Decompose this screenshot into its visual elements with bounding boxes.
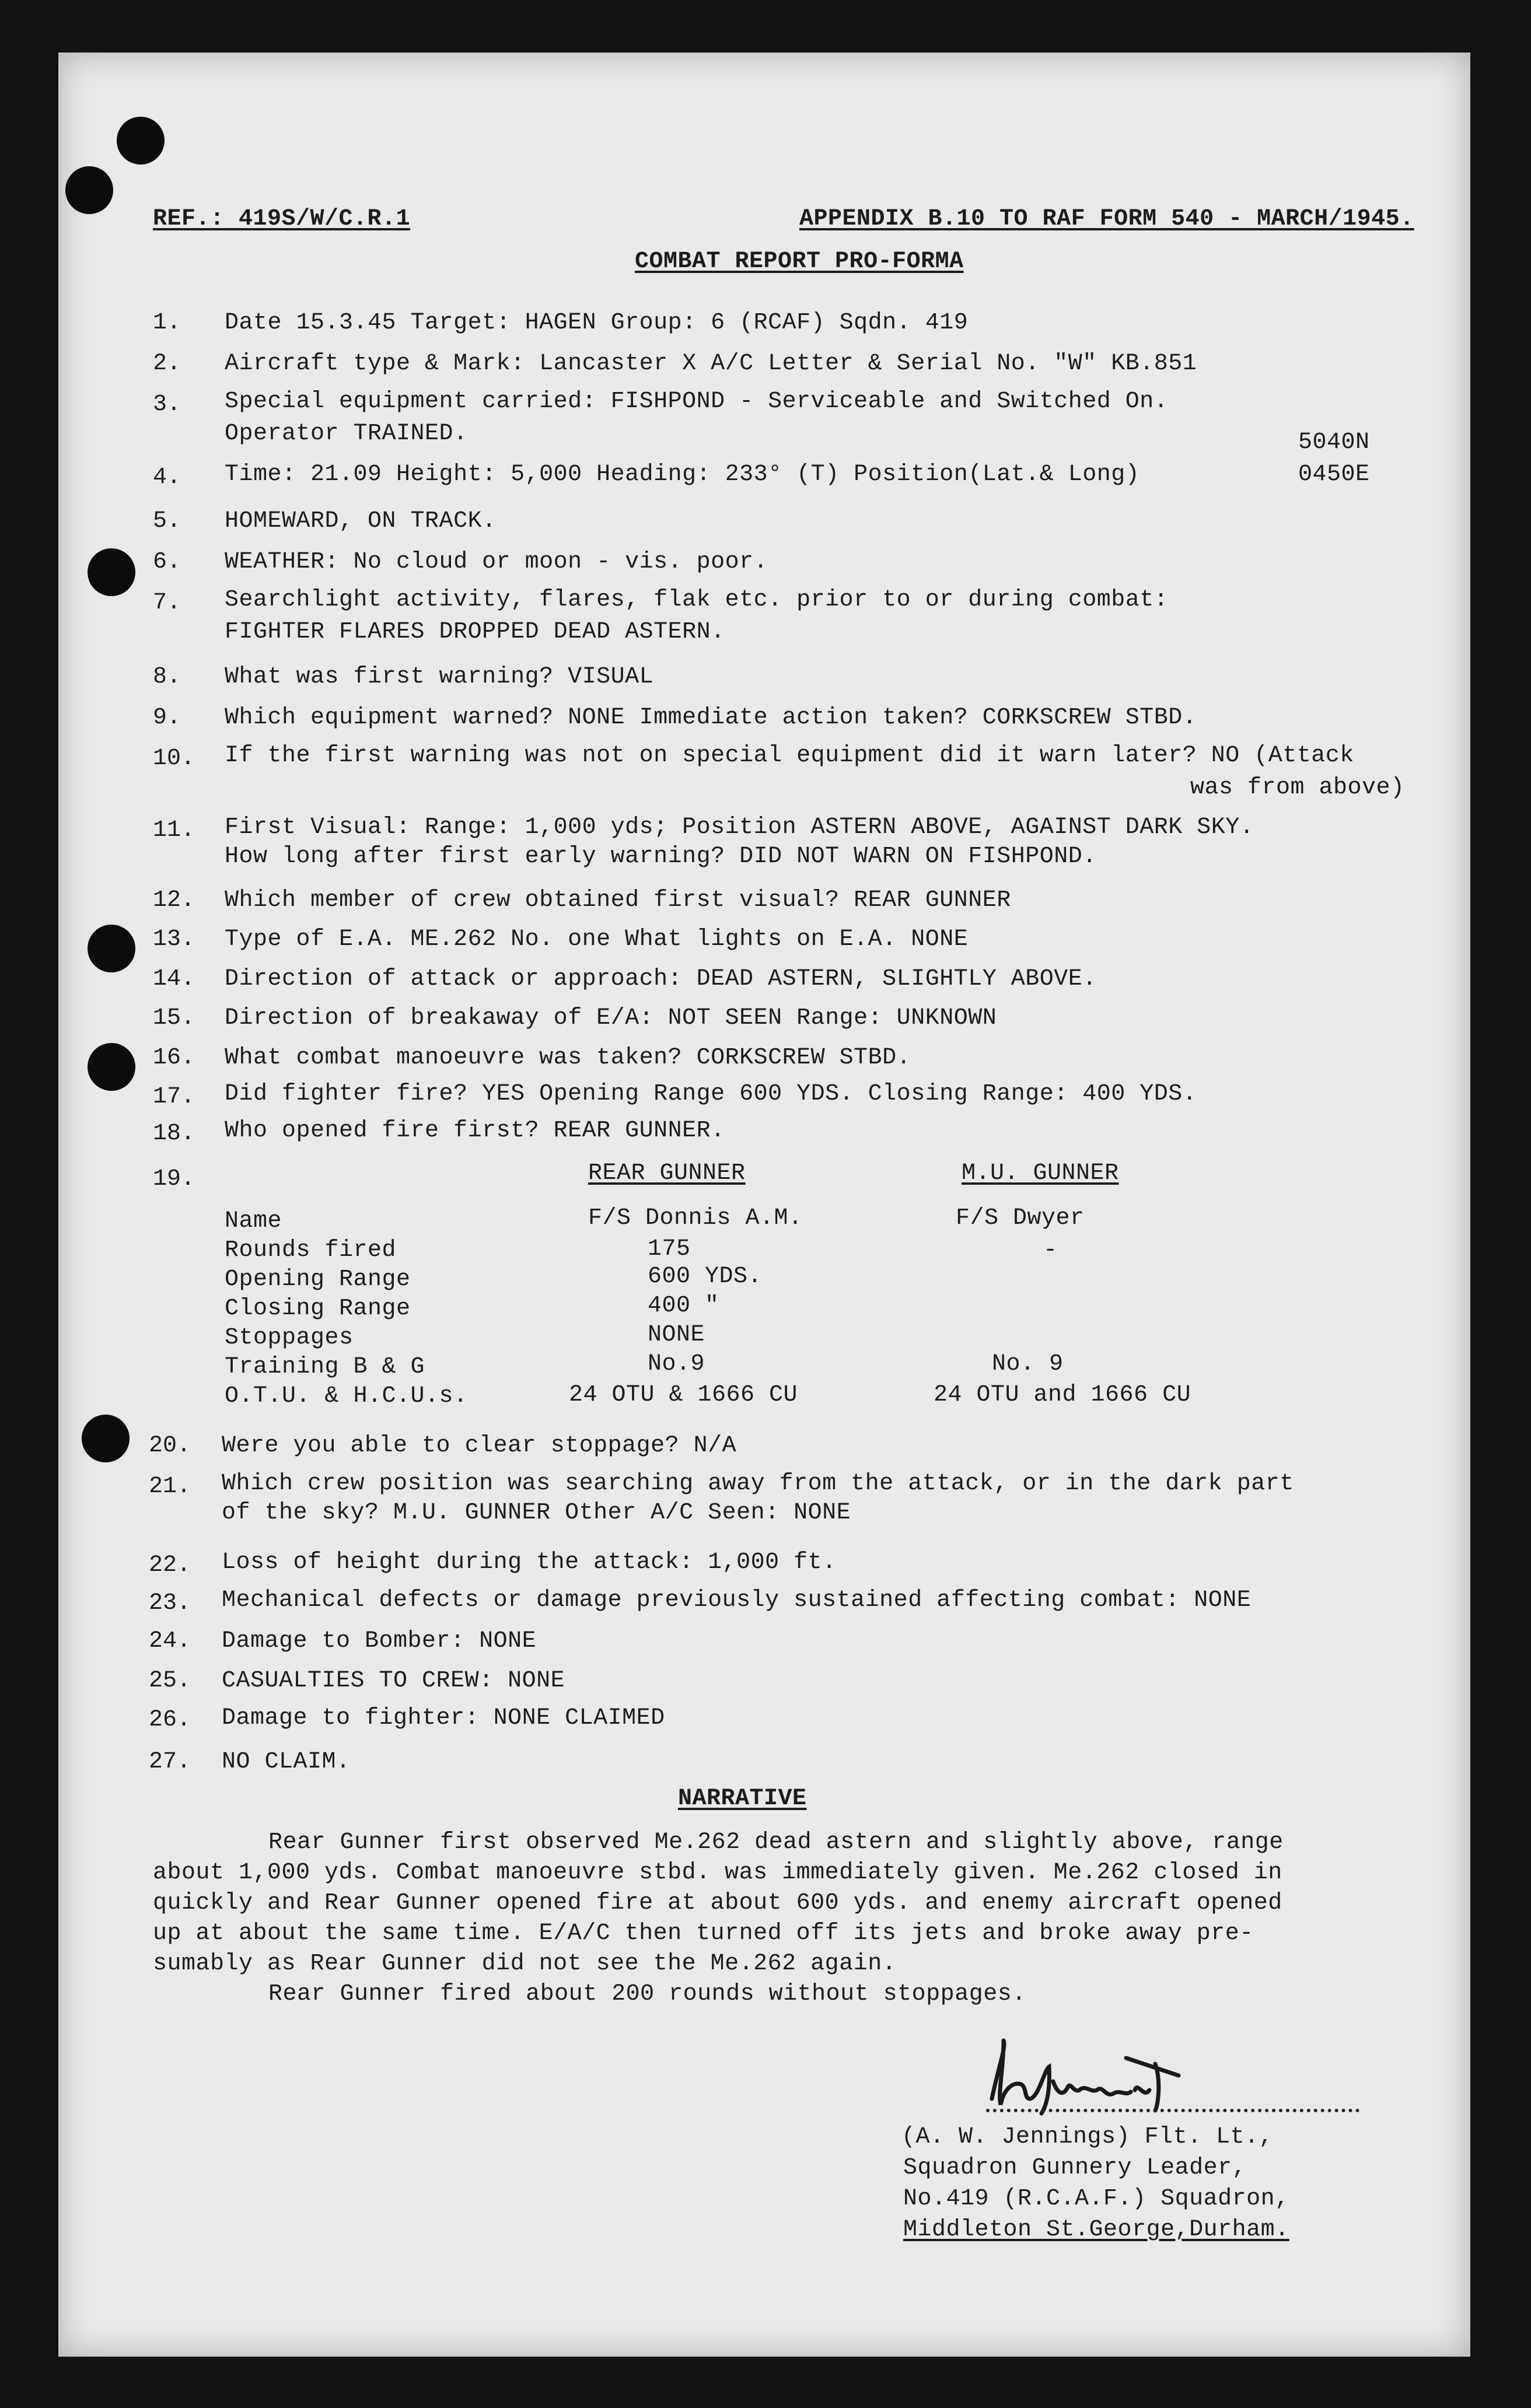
item-number: 26. xyxy=(149,1707,191,1733)
item-number: 21. xyxy=(149,1474,191,1500)
item-number: 6. xyxy=(153,549,181,575)
rear-gunner-column-header: REAR GUNNER xyxy=(588,1160,746,1186)
signature-line xyxy=(986,2109,1359,2112)
item-number: 14. xyxy=(153,966,195,992)
item-number: 19. xyxy=(153,1166,195,1192)
item-number: 4. xyxy=(153,464,181,491)
table-cell-rear: 24 OTU & 1666 CU xyxy=(569,1382,798,1408)
item-10-text: If the first warning was not on special equipment did it warn later? NO (Attack xyxy=(225,743,1354,769)
item-5-text: HOMEWARD, ON TRACK. xyxy=(225,508,497,534)
table-row-label: Closing Range xyxy=(225,1296,411,1322)
punch-hole xyxy=(65,166,113,214)
narrative-line: up at about the same time. E/A/C then turned off its jets and broke away pre- xyxy=(153,1920,1254,1947)
item-7-text: Searchlight activity, flares, flak etc. prior to or during combat: xyxy=(225,587,1169,613)
item-number: 16. xyxy=(153,1045,195,1071)
item-14-text: Direction of attack or approach: DEAD ASTERN, SLIGHTLY ABOVE. xyxy=(225,966,1097,992)
item-13-text: Type of E.A. ME.262 No. one What lights on E.A. NONE xyxy=(225,926,969,953)
narrative-line: Rear Gunner fired about 200 rounds without stoppages. xyxy=(268,1981,1026,2007)
item-number: 12. xyxy=(153,887,195,914)
item-26-text: Damage to fighter: NONE CLAIMED xyxy=(222,1705,665,1731)
item-8-text: What was first warning? VISUAL xyxy=(225,664,654,690)
item-number: 3. xyxy=(153,391,181,418)
table-cell-mu: No. 9 xyxy=(992,1351,1064,1377)
item-number: 25. xyxy=(149,1668,191,1694)
table-cell-mu: F/S Dwyer xyxy=(956,1205,1085,1231)
item-number: 8. xyxy=(153,664,181,690)
table-cell-rear: 175 xyxy=(648,1236,691,1262)
item-3-text-line2: Operator TRAINED. xyxy=(225,421,468,447)
table-row-label: O.T.U. & H.C.U.s. xyxy=(225,1383,468,1409)
punch-hole xyxy=(117,117,165,164)
item-25-text: CASUALTIES TO CREW: NONE xyxy=(222,1668,565,1694)
item-6-text: WEATHER: No cloud or moon - vis. poor. xyxy=(225,549,768,575)
item-18-text: Who opened fire first? REAR GUNNER. xyxy=(225,1118,725,1144)
table-row-label: Opening Range xyxy=(225,1266,411,1293)
appendix-reference: APPENDIX B.10 TO RAF FORM 540 - MARCH/1945. xyxy=(799,206,1414,232)
item-number: 18. xyxy=(153,1121,195,1147)
item-11-text: First Visual: Range: 1,000 yds; Position ASTERN ABOVE, AGAINST DARK SKY. xyxy=(225,814,1254,841)
item-number: 27. xyxy=(149,1749,191,1775)
punch-hole xyxy=(88,548,135,596)
item-number: 22. xyxy=(149,1552,191,1578)
item-17-text: Did fighter fire? YES Opening Range 600 YDS. Closing Range: 400 YDS. xyxy=(225,1081,1197,1107)
item-7-text-line2: FIGHTER FLARES DROPPED DEAD ASTERN. xyxy=(225,619,725,645)
table-cell-rear: 400 " xyxy=(648,1293,719,1319)
handwritten-signature xyxy=(980,2035,1225,2116)
narrative-line: quickly and Rear Gunner opened fire at about 600 yds. and enemy aircraft opened xyxy=(153,1890,1282,1916)
item-16-text: What combat manoeuvre was taken? CORKSCREW STBD. xyxy=(225,1045,911,1071)
table-cell-rear: 600 YDS. xyxy=(648,1264,763,1290)
item-12-text: Which member of crew obtained first visual? REAR GUNNER xyxy=(225,887,1011,914)
item-1-text: Date 15.3.45 Target: HAGEN Group: 6 (RCAF) Sqdn. 419 xyxy=(225,310,969,336)
item-number: 5. xyxy=(153,508,181,534)
item-22-text: Loss of height during the attack: 1,000 ft. xyxy=(222,1549,837,1576)
mu-gunner-column-header: M.U. GUNNER xyxy=(962,1160,1119,1186)
narrative-heading: NARRATIVE xyxy=(678,1786,807,1812)
item-11-text-line2: How long after first early warning? DID NOT WARN ON FISHPOND. xyxy=(225,844,1097,870)
table-cell-rear: No.9 xyxy=(648,1351,705,1377)
position-longitude: 0450E xyxy=(1298,461,1370,488)
signatory-title: Squadron Gunnery Leader, xyxy=(903,2155,1247,2181)
table-row-label: Name xyxy=(225,1208,282,1234)
item-number: 10. xyxy=(153,746,195,772)
table-row-label: Stoppages xyxy=(225,1325,354,1351)
table-cell-mu: - xyxy=(1043,1237,1058,1264)
item-20-text: Were you able to clear stoppage? N/A xyxy=(222,1433,737,1459)
item-15-text: Direction of breakaway of E/A: NOT SEEN Range: UNKNOWN xyxy=(225,1005,997,1031)
item-number: 9. xyxy=(153,705,181,731)
item-number: 20. xyxy=(149,1433,191,1459)
table-cell-mu: 24 OTU and 1666 CU xyxy=(934,1382,1191,1408)
signatory-location: Middleton St.George,Durham. xyxy=(903,2217,1289,2243)
signatory-name: (A. W. Jennings) Flt. Lt., xyxy=(901,2124,1274,2150)
item-21-text-line2: of the sky? M.U. GUNNER Other A/C Seen: NONE xyxy=(222,1500,851,1526)
item-number: 7. xyxy=(153,590,181,616)
reference-number: REF.: 419S/W/C.R.1 xyxy=(153,206,411,232)
item-number: 23. xyxy=(149,1590,191,1616)
position-latitude: 5040N xyxy=(1298,429,1370,456)
item-number: 17. xyxy=(153,1084,195,1110)
page-title: COMBAT REPORT PRO-FORMA xyxy=(635,249,964,275)
punch-hole xyxy=(82,1415,130,1462)
item-27-text: NO CLAIM. xyxy=(222,1749,351,1775)
item-number: 11. xyxy=(153,817,195,844)
table-row-label: Rounds fired xyxy=(225,1237,397,1264)
item-2-text: Aircraft type & Mark: Lancaster X A/C Letter & Serial No. "W" KB.851 xyxy=(225,351,1197,377)
signatory-unit: No.419 (R.C.A.F.) Squadron, xyxy=(903,2186,1289,2212)
item-number: 1. xyxy=(153,310,181,336)
item-9-text: Which equipment warned? NONE Immediate action taken? CORKSCREW STBD. xyxy=(225,705,1197,731)
narrative-line: about 1,000 yds. Combat manoeuvre stbd. was immediately given. Me.262 closed in xyxy=(153,1860,1282,1886)
narrative-line: Rear Gunner first observed Me.262 dead astern and slightly above, range xyxy=(268,1829,1284,1856)
item-number: 24. xyxy=(149,1628,191,1654)
item-4-text: Time: 21.09 Height: 5,000 Heading: 233° (T) Position(Lat.& Long) xyxy=(225,461,1140,488)
table-cell-rear: NONE xyxy=(648,1322,705,1348)
punch-hole xyxy=(88,1043,135,1091)
item-number: 2. xyxy=(153,351,181,377)
item-3-text: Special equipment carried: FISHPOND - Serviceable and Switched On. xyxy=(225,388,1169,415)
narrative-line: sumably as Rear Gunner did not see the Me.262 again. xyxy=(153,1951,897,1977)
item-23-text: Mechanical defects or damage previously sustained affecting combat: NONE xyxy=(222,1587,1252,1614)
item-21-text: Which crew position was searching away from the attack, or in the dark part xyxy=(222,1471,1294,1497)
table-cell-rear: F/S Donnis A.M. xyxy=(588,1205,803,1231)
item-24-text: Damage to Bomber: NONE xyxy=(222,1628,537,1654)
punch-hole xyxy=(88,925,135,972)
item-number: 15. xyxy=(153,1005,195,1031)
item-10-text-line2: was from above) xyxy=(1190,775,1405,801)
table-row-label: Training B & G xyxy=(225,1354,425,1380)
item-number: 13. xyxy=(153,926,195,953)
